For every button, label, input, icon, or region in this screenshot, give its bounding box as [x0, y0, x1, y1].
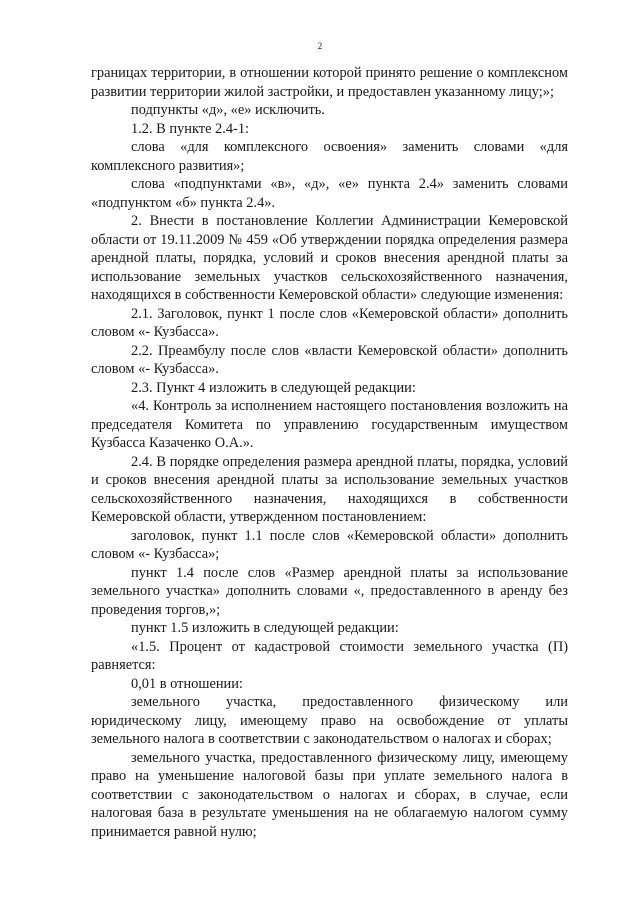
- paragraph: «1.5. Процент от кадастровой стоимости земельного участка (П) равняется:: [91, 638, 568, 673]
- paragraph: 2.2. Преамбулу после слов «власти Кемеровской области» дополнить словом «- Кузбасса».: [91, 342, 568, 377]
- paragraph: границах территории, в отношении которой принято решение о комплексном развитии территории жилой застройки, и предоставлен указанному лицу;»;: [91, 65, 568, 100]
- document-body: [91, 64, 568, 841]
- paragraph: пункт 1.4 после слов «Размер арендной платы за использование земельного участка» дополнить словами «, предоставленного в аренду без проведения торгов,»;: [91, 564, 568, 618]
- paragraph: слова «для комплексного освоения» заменить словами «для комплексного развития»;: [91, 139, 568, 174]
- paragraph: 0,01 в отношении:: [131, 675, 243, 692]
- paragraph: пункт 1.5 изложить в следующей редакции:: [131, 620, 399, 636]
- paragraph: 2.4. В порядке определения размера арендной платы, порядка, условий и сроков внесения арендной платы за использование земельных участков сельскохозяйственного назначения, находящихся в собственности Кемеровской области, утвержденном постановлением:: [91, 453, 568, 525]
- paragraph: 1.2. В пункте 2.4-1:: [131, 120, 250, 137]
- paragraph: 2.3. Пункт 4 изложить в следующей редакции:: [131, 379, 416, 396]
- page-number: 2: [317, 41, 323, 51]
- paragraph: подпункты «д», «е» исключить.: [131, 102, 325, 118]
- paragraph: земельного участка, предоставленного физическому или юридическому лицу, имеющему право на освобождение от уплаты земельного налога в соответствии с законодательством о налогах и сборах;: [91, 694, 568, 747]
- paragraph: «4. Контроль за исполнением настоящего постановления возложить на председателя Комитета по управлению государственным имуществом Кузбасса Казаченко О.А.».: [91, 398, 568, 451]
- paragraph: 2.1. Заголовок, пункт 1 после слов «Кемеровской области» дополнить словом «- Кузбасса».: [91, 305, 568, 340]
- paragraph: заголовок, пункт 1.1 после слов «Кемеровской области» дополнить словом «- Кузбасса»;: [91, 527, 568, 562]
- paragraph: земельного участка, предоставленного физическому лицу, имеющему право на уменьшение налоговой базы при уплате земельного налога в соответствии с законодательством о налогах и сборах, в случае, если налоговая база в результате уменьшения на не облагаемую налогом сумму принимается равной нулю;: [91, 749, 568, 840]
- paragraph: слова «подпунктами «в», «д», «е» пункта 2.4» заменить словами «подпунктом «б» пункта 2.4».: [91, 176, 568, 211]
- paragraph: 2. Внести в постановление Коллегии Администрации Кемеровской области от 19.11.2009 № 459 «Об утверждении порядка определения размера арендной платы, порядка, условий и сроков внесения арендной платы за использование земельных участков сельскохозяйственного назначения, находящихся в собственности Кемеровской области» следующие изменения:: [91, 213, 568, 303]
